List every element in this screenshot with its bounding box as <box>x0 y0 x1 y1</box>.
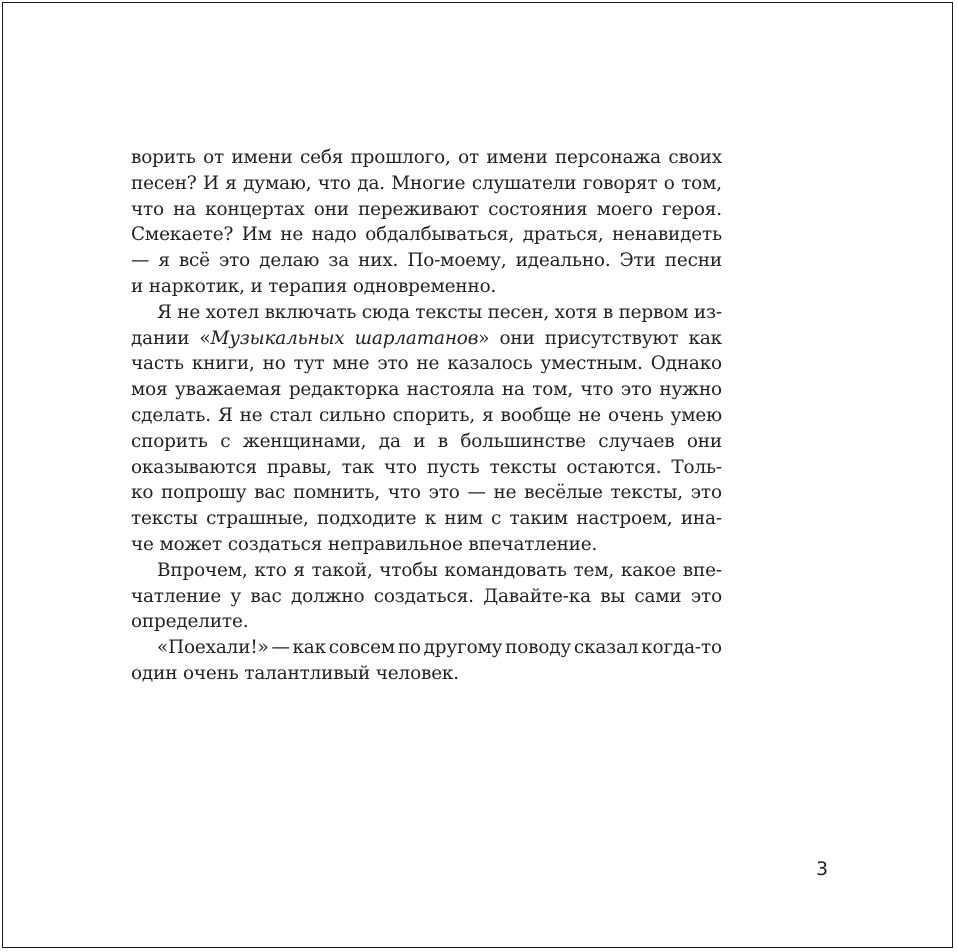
word: Смекаете? <box>131 224 234 246</box>
word: они <box>499 327 535 349</box>
word: часть <box>131 353 184 375</box>
word: я <box>158 250 170 272</box>
text-line <box>131 222 722 248</box>
word: редакторка <box>288 379 400 401</box>
text-line <box>131 480 722 506</box>
word: Однако <box>650 353 722 375</box>
word: как <box>292 637 326 659</box>
word: тексты <box>131 508 198 530</box>
word: у <box>230 585 242 607</box>
word: не <box>578 404 601 426</box>
word: совсем <box>328 637 396 659</box>
word: сильно <box>318 404 386 426</box>
word: с <box>220 430 231 452</box>
word: сделать. <box>131 404 211 426</box>
word: первом <box>618 301 689 323</box>
word: ина- <box>680 508 722 530</box>
word: оказываются <box>131 456 257 478</box>
word: настояла <box>406 379 495 401</box>
word: и <box>413 430 426 452</box>
word: так <box>341 456 374 478</box>
word: имени <box>486 147 548 168</box>
word: кто <box>254 559 287 581</box>
word: песен? <box>131 172 197 194</box>
word: И <box>202 172 219 194</box>
word: не <box>493 482 517 504</box>
word: прошлого, <box>350 147 451 168</box>
word: за <box>328 250 350 272</box>
word: песен, <box>487 301 550 323</box>
word: идеально. <box>515 250 611 272</box>
word: говорят <box>582 172 658 194</box>
word: том, <box>681 172 722 194</box>
word: ним <box>444 508 483 530</box>
text-line <box>131 248 722 274</box>
word: на <box>173 198 197 220</box>
word: они <box>686 430 722 452</box>
word: имени <box>231 147 293 168</box>
word: случаев <box>598 430 675 452</box>
word: Эти <box>619 250 656 272</box>
text-line <box>131 171 722 197</box>
word: подходите <box>316 508 417 530</box>
text-line: и наркотик, и терапия одновременно. <box>131 275 497 297</box>
word: них. <box>358 250 399 272</box>
word: «Музыкальных <box>199 327 345 349</box>
word: это <box>690 585 722 607</box>
word: Многие <box>391 172 466 194</box>
word: думаю, <box>243 172 312 194</box>
word: делаю <box>259 250 320 272</box>
word: сюда <box>361 301 410 323</box>
word: тем, <box>573 559 615 581</box>
word: что <box>131 198 164 220</box>
word: не <box>177 301 201 323</box>
word: поводу <box>505 637 572 659</box>
word: — <box>271 637 290 659</box>
text-line <box>131 377 722 403</box>
word: большинстве <box>460 430 586 452</box>
word: нужно <box>659 379 722 401</box>
word: с <box>491 508 502 530</box>
word: По-моему, <box>407 250 507 272</box>
word: они <box>313 198 349 220</box>
word: в <box>602 301 614 323</box>
word: чатление <box>131 585 222 607</box>
word: тексты, <box>610 482 683 504</box>
text-line: один очень талантливый человек. <box>131 662 459 684</box>
word: настроем, <box>576 508 673 530</box>
word: спорить, <box>392 404 476 426</box>
word: очень <box>607 404 664 426</box>
word: что <box>383 456 417 478</box>
text-line-with-italic <box>131 326 722 352</box>
word: драться, <box>522 224 604 246</box>
word: ворить <box>131 147 196 168</box>
word: от <box>203 147 225 168</box>
word: «Поехали!» <box>157 637 269 659</box>
word: — <box>467 482 486 504</box>
word: по <box>397 637 421 659</box>
text-line <box>131 197 722 223</box>
word: переживают <box>358 198 480 220</box>
word: о <box>663 172 675 194</box>
word: персонажа <box>554 147 661 168</box>
word: что <box>387 482 421 504</box>
word: правы, <box>266 456 332 478</box>
word: всё <box>178 250 210 272</box>
text-line <box>131 584 722 610</box>
word: вас <box>254 482 286 504</box>
word: — <box>131 250 150 272</box>
word: какое <box>620 559 677 581</box>
word: что <box>580 379 614 401</box>
word: должно <box>290 585 365 607</box>
word: книги, <box>191 353 255 375</box>
word: присутствуют <box>544 327 679 349</box>
word: сами <box>634 585 682 607</box>
word: я <box>225 172 237 194</box>
word: да <box>378 430 401 452</box>
word: обдалбываться, <box>365 224 515 246</box>
word: казалось <box>447 353 533 375</box>
word: как <box>688 327 722 349</box>
text-line <box>131 403 722 429</box>
word: сказал <box>573 637 639 659</box>
word: впе- <box>682 559 722 581</box>
word: когда-то <box>641 637 722 659</box>
word: но <box>262 353 286 375</box>
word: мне <box>332 353 370 375</box>
word: своих <box>668 147 722 168</box>
word: хотя <box>554 301 598 323</box>
word: умею <box>670 404 722 426</box>
word: я <box>293 559 305 581</box>
text-line <box>131 558 722 584</box>
word: надо <box>311 224 357 246</box>
word: том, <box>532 379 574 401</box>
body-text <box>131 145 722 687</box>
text-line <box>131 145 722 171</box>
word: состояния <box>488 198 588 220</box>
word: остаются. <box>566 456 662 478</box>
text-line <box>131 300 722 326</box>
word: Давайте-ка <box>483 585 591 607</box>
word: таким <box>509 508 568 530</box>
word: себя <box>299 147 344 168</box>
word: вы <box>600 585 625 607</box>
page-number: 3 <box>816 858 829 880</box>
word: это <box>428 482 460 504</box>
word: моя <box>131 379 168 401</box>
word: шарлатанов» <box>354 327 490 349</box>
word: попрошу <box>161 482 247 504</box>
text-line <box>131 506 722 532</box>
word: Толь- <box>671 456 722 478</box>
word: весёлые <box>524 482 603 504</box>
word: Я <box>157 301 172 323</box>
word: к <box>424 508 437 530</box>
word: да. <box>357 172 385 194</box>
word: тексты <box>489 456 557 478</box>
word: ненавидеть <box>612 224 722 246</box>
word: это <box>218 250 251 272</box>
word: Впрочем, <box>157 559 248 581</box>
word: песни <box>664 250 722 272</box>
text-line <box>131 455 722 481</box>
word: спорить <box>131 430 208 452</box>
text-line: определите. <box>131 611 249 633</box>
word: пусть <box>426 456 480 478</box>
word: ко <box>131 482 154 504</box>
text-line <box>131 635 722 661</box>
word: создаться. <box>373 585 474 607</box>
word: в <box>437 430 448 452</box>
text-line <box>131 429 722 455</box>
word: что <box>317 172 351 194</box>
word: это <box>377 353 409 375</box>
word: такой, <box>311 559 373 581</box>
word: включать <box>264 301 357 323</box>
word: помнить, <box>293 482 381 504</box>
word: я <box>482 404 494 426</box>
word: героя. <box>661 198 722 220</box>
word: Им <box>241 224 272 246</box>
word: хотел <box>205 301 260 323</box>
word: командовать <box>444 559 567 581</box>
word: не <box>239 404 263 426</box>
word: это <box>620 379 652 401</box>
word: Я <box>217 404 233 426</box>
word: чтобы <box>379 559 438 581</box>
word: из- <box>693 301 722 323</box>
word: другому <box>423 637 503 659</box>
text-line <box>131 351 722 377</box>
word: дании <box>131 327 190 349</box>
word: уважаемая <box>174 379 282 401</box>
word: вас <box>250 585 282 607</box>
word: на <box>501 379 525 401</box>
word: от <box>458 147 480 168</box>
word: страшные, <box>206 508 309 530</box>
word: уместным. <box>540 353 643 375</box>
word: тексты <box>415 301 483 323</box>
word: тут <box>293 353 325 375</box>
word: слушатели <box>471 172 577 194</box>
word: не <box>416 353 440 375</box>
word: это <box>690 482 722 504</box>
text-line: че может создаться неправильное впечатление. <box>131 533 598 555</box>
word: вообще <box>500 404 572 426</box>
word: женщинами, <box>242 430 367 452</box>
word: стал <box>269 404 312 426</box>
word: концертах <box>205 198 305 220</box>
word: не <box>280 224 304 246</box>
word: моего <box>596 198 653 220</box>
